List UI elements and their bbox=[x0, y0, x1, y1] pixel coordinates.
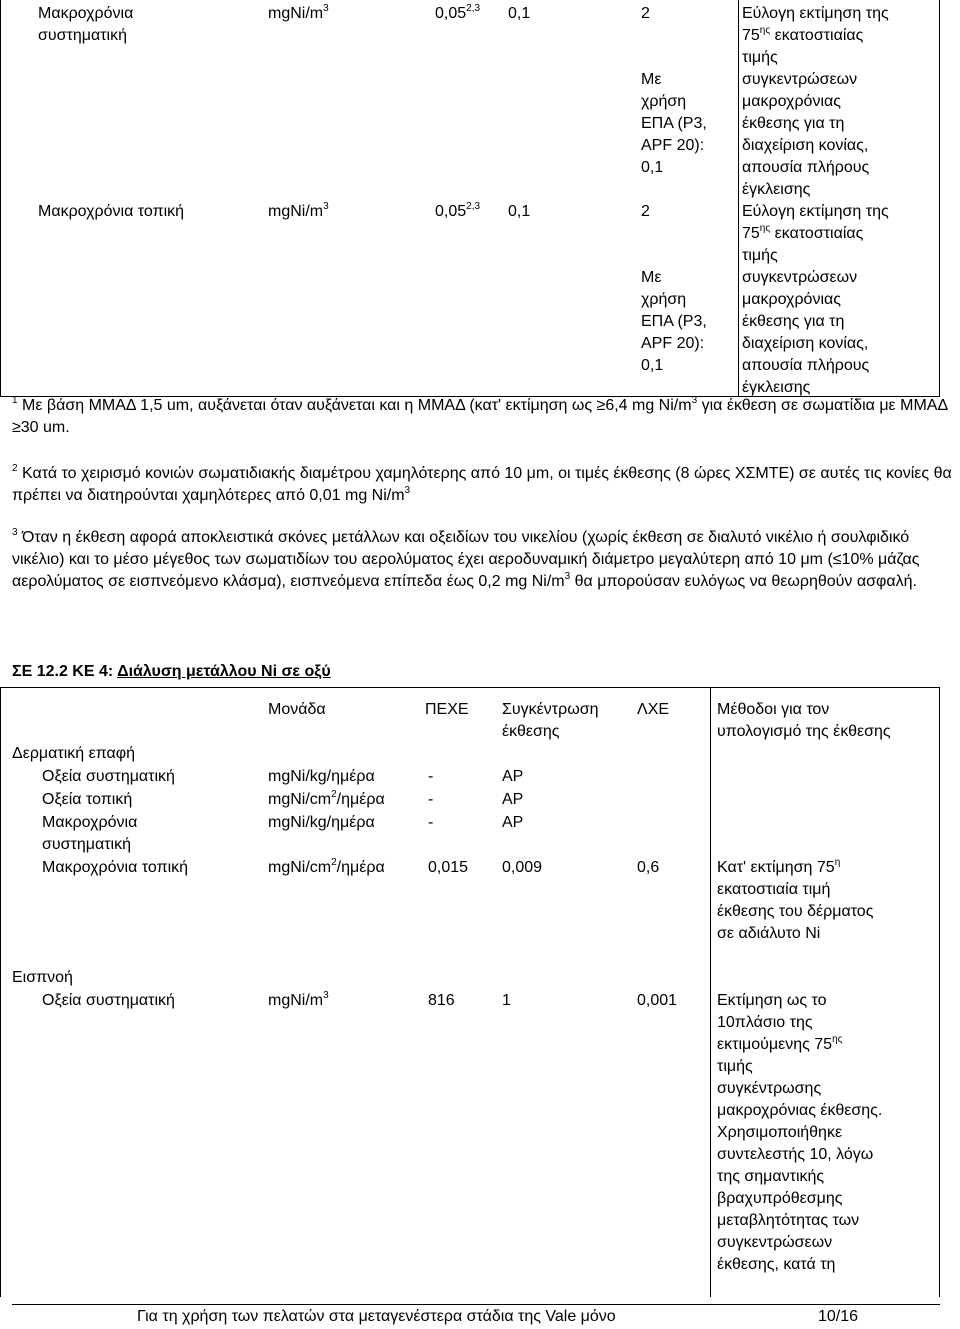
dermal-row4-pnec: 0,015 bbox=[428, 859, 469, 876]
dermal-row2-unit: mgNi/$cm^2$/ημέρα bbox=[268, 788, 385, 808]
header-method: Μέθοδοι για τον υπολογισμό της έκθεσης bbox=[717, 701, 891, 740]
row2-method: Εύλογη εκτίμηση της $75^{\eta\varsigma}$ εκατοστιαίας τιμής συγκεντρώσεων μακροχρόνιας έκθεσης για τη διαχείριση κονίας, απουσία πλήρους έγκλεισης bbox=[742, 203, 889, 396]
dermal-row4-conc: 0,009 bbox=[502, 859, 543, 876]
row2-pnec: 0,05$^{2,3}$ bbox=[435, 200, 481, 220]
dermal-row1-pnec: - bbox=[428, 768, 434, 785]
dermal-row3-conc: AP bbox=[502, 814, 524, 831]
row2-unit: mgNi/$m^3$ bbox=[268, 200, 329, 220]
row2-conc: 0,1 bbox=[508, 203, 531, 220]
row2-rcr-note: Με χρήση ΕΠΑ (P3, APF 20): 0,1 bbox=[641, 269, 707, 374]
group-inhalation: Εισπνοή bbox=[12, 969, 73, 986]
row2-rcr: 2 bbox=[641, 203, 650, 220]
table1-left-border bbox=[0, 0, 1, 397]
header-pnec: ΠΕΧΕ bbox=[425, 701, 469, 718]
dermal-row4-rcr: 0,6 bbox=[637, 859, 660, 876]
row1-rcr-note: Με χρήση ΕΠΑ (P3, APF 20): 0,1 bbox=[641, 71, 707, 176]
header-rcr: ΛΧΕ bbox=[637, 701, 670, 718]
footnote-2: $^2$ Κατά το χειρισμό κονιών σωματιδιακής διαμέτρου χαμηλότερης από 10 μm, οι τιμές έκθεσης (8 ώρες ΧΣΜΤΕ) σε αυτές τις κονίες θα πρέπει να διατηρούνται χαμηλότερες από 0,01 mg $Ni/m^3$ bbox=[12, 462, 952, 504]
dermal-row3-pnec: - bbox=[428, 814, 434, 831]
footer-page-number: 10/16 bbox=[818, 1308, 859, 1325]
row1-method: Εύλογη εκτίμηση της $75^{\eta\varsigma}$ εκατοστιαίας τιμής συγκεντρώσεων μακροχρόνιας έκθεσης για τη διαχείριση κονίας, απουσία πλήρους έγκλεισης bbox=[742, 5, 889, 198]
inhal-row1-pnec: 816 bbox=[428, 992, 455, 1009]
row2-label: Μακροχρόνια τοπική bbox=[38, 203, 185, 220]
dermal-row4-unit: mgNi/$cm^2$/ημέρα bbox=[268, 856, 385, 876]
dermal-row1-label: Οξεία συστηματική bbox=[42, 768, 175, 785]
table2-left-border bbox=[0, 687, 1, 1297]
inhal-row1-unit: mgNi/$m^3$ bbox=[268, 989, 329, 1009]
dermal-row2-pnec: - bbox=[428, 791, 434, 808]
footer-rule bbox=[12, 1304, 940, 1305]
table1-right-border bbox=[939, 0, 940, 397]
row1-rcr: 2 bbox=[641, 5, 650, 22]
inhal-row1-method: Εκτίμηση ως το 10πλάσιο της εκτιμούμενης $75^{\eta\varsigma}$ τιμής συγκέντρωσης μακροχρόνιας έκθεσης. Χρησιμοποιήθηκε συντελεστής 10, λόγω της σημαντικής βραχυπρόθεσμης μεταβλητότητας των συγκεντρώσεων έκθεσης, κατά τη bbox=[717, 992, 883, 1273]
header-unit: Μονάδα bbox=[268, 701, 326, 718]
section-title: ΣΕ 12.2 ΚΕ 4: Διάλυση μετάλλου Ni σε οξύ bbox=[12, 663, 331, 680]
table2-top-border bbox=[0, 687, 940, 688]
dermal-row2-conc: AP bbox=[502, 791, 524, 808]
row1-pnec: 0,05$^{2,3}$ bbox=[435, 2, 481, 22]
inhal-row1-rcr: 0,001 bbox=[637, 992, 678, 1009]
dermal-row4-label: Μακροχρόνια τοπική bbox=[42, 859, 189, 876]
footer-text: Για τη χρήση των πελατών στα μεταγενέστερα στάδια της Vale μόνο bbox=[137, 1308, 616, 1325]
dermal-row1-unit: mgNi/kg/ημέρα bbox=[268, 768, 375, 785]
dermal-row3-label: Μακροχρόνια συστηματική bbox=[42, 814, 138, 853]
header-conc: Συγκέντρωση έκθεσης bbox=[502, 701, 599, 740]
table2-right-border bbox=[939, 687, 940, 1297]
table2-col-divider bbox=[710, 687, 711, 1297]
table1-col-divider bbox=[738, 0, 739, 397]
footnote-3: $^3$ Όταν η έκθεση αφορά αποκλειστικά σκόνες μετάλλων και οξειδίων του νικελίου (χωρίς έκθεση σε διαλυτό νικέλιο ή σουλφιδικό νικέλιο) και το μέσο μέγεθος των σωματιδίων του αερολύματος έχει αεροδυναμική διάμετρο μεγαλύτερη από 10 μm (≤10% μάζας αερολύματος σε εισπνεόμενο κλάσμα), εισπνεόμενα επίπεδα έως 0,2 mg $Ni/m^3$ θα μπορούσαν ευλόγως να θεωρηθούν ασφαλή. bbox=[12, 526, 920, 590]
dermal-row4-method: Κατ' εκτίμηση $75^\eta$ εκατοστιαία τιμή έκθεσης του δέρματος σε αδιάλυτο Ni bbox=[717, 856, 874, 942]
dermal-row2-label: Οξεία τοπική bbox=[42, 791, 133, 808]
dermal-row3-unit: mgNi/kg/ημέρα bbox=[268, 814, 375, 831]
footnote-1: $^1$ Με βάση ΜΜΑΔ 1,5 um, αυξάνεται όταν αυξάνεται και η ΜΜΑΔ (κατ' εκτίμηση ως ≥6,4 mg $Ni/m^3$ για έκθεση σε σωματίδια με ΜΜΑΔ ≥30 um. bbox=[12, 394, 948, 436]
row1-conc: 0,1 bbox=[508, 5, 531, 22]
inhal-row1-label: Οξεία συστηματική bbox=[42, 992, 175, 1009]
row1-unit: mgNi/$m^3$ bbox=[268, 2, 329, 22]
group-dermal: Δερματική επαφή bbox=[12, 745, 136, 762]
row1-label: Μακροχρόνια συστηματική bbox=[38, 5, 134, 44]
dermal-row1-conc: AP bbox=[502, 768, 524, 785]
inhal-row1-conc: 1 bbox=[502, 992, 511, 1009]
